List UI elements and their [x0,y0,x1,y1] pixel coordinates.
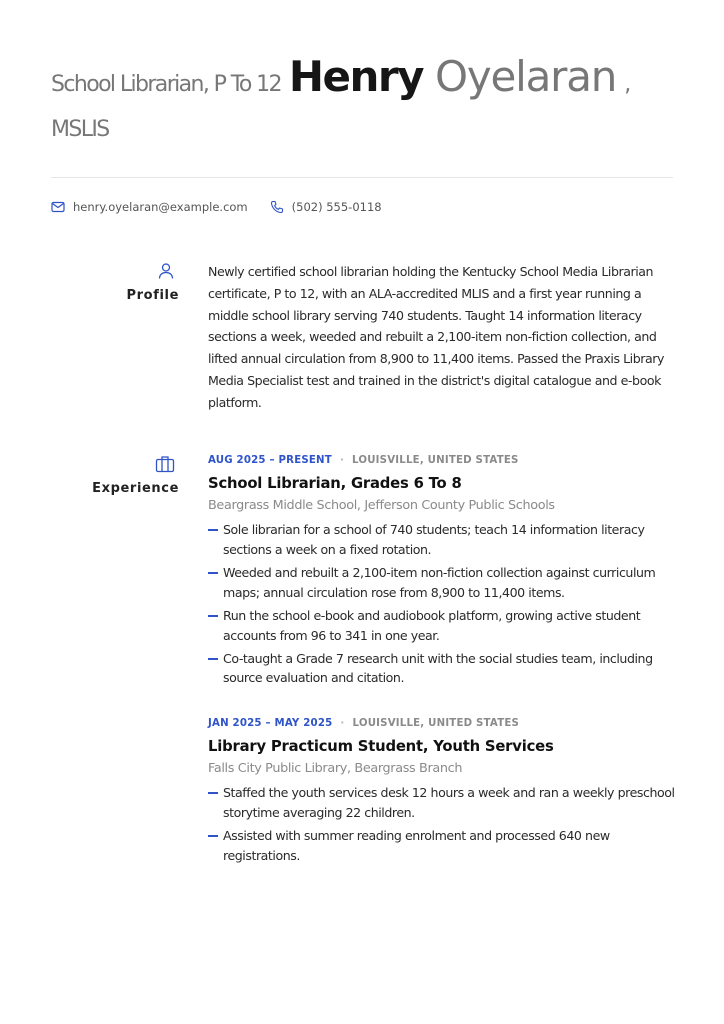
experience-entry [208,718,678,869]
profile-label: Profile [126,288,179,303]
resume-header [51,52,671,142]
job-title: School Librarian, P To 12 [51,72,281,97]
user-icon [157,262,175,280]
briefcase-icon [155,455,175,473]
contact-phone[interactable] [270,200,382,214]
bullet-dash [208,572,218,574]
bullet-text: Run the school e-book and audiobook platform, growing active student accounts from 96 to 341 in one year. [223,607,641,643]
email-text: henry.oyelaran@example.com [73,200,248,214]
name-comma: , [624,72,632,97]
job-organization: Beargrass Middle School, Jefferson County Public Schools [208,498,555,513]
name-suffix: MSLIS [51,117,109,142]
job-meta [208,455,678,466]
job-location: LOUISVILLE, UNITED STATES [352,718,520,729]
phone-text: (502) 555-0118 [291,200,382,214]
job-date: AUG 2025 – PRESENT [208,455,332,466]
bullet-item [208,783,678,823]
bullet-item [208,606,678,646]
bullet-text: Sole librarian for a school of 740 students; teach 14 information literacy sections a week on a fixed rotation. [223,522,645,557]
job-bullets [208,520,678,688]
contact-bar [51,200,404,214]
bullet-text: Weeded and rebuilt a 2,100-item non-fiction collection against curriculum maps; annual circulation rose from 8,900 to 11,400 items. [223,564,656,600]
experience-heading [51,455,179,496]
meta-separator: · [340,718,345,729]
bullet-item [208,563,678,603]
bullet-dash [208,792,218,794]
bullet-dash [208,835,218,837]
bullet-dash [208,658,218,660]
experience-entry [208,455,678,692]
job-date: JAN 2025 – MAY 2025 [208,718,333,729]
job-location: LOUISVILLE, UNITED STATES [352,455,519,466]
bullet-dash [208,615,218,617]
job-role: School Librarian, Grades 6 To 8 [208,475,462,492]
profile-heading [51,262,179,303]
bullet-text: Assisted with summer reading enrolment and processed 640 new registrations. [223,827,610,863]
first-name: Henry [288,52,424,101]
name-line [51,52,671,101]
meta-separator: · [339,455,345,466]
profile-summary: Newly certified school librarian holding the Kentucky School Media Librarian certificate, P to 12, with an ALA-accredited MLIS and a first year running a middle school library serving 740 students. Taught 14 information literacy sections a week, weeded and rebuilt a 2,100-item non-fiction collection, and lifted annual circulation from 8,900 to 11,400 items. Passed the Praxis Library Media Specialist test and trained in the district's digital catalogue and e-book platform. [208,264,665,410]
bullet-item [208,520,678,560]
phone-icon [270,200,284,214]
bullet-dash [208,529,218,531]
job-meta [208,718,678,729]
job-bullets [208,783,678,865]
mail-icon [51,201,65,213]
job-role: Library Practicum Student, Youth Services [208,738,554,755]
bullet-item [208,826,678,866]
bullet-item [208,649,678,689]
bullet-text: Co-taught a Grade 7 research unit with the social studies team, including source evaluation and citation. [223,650,653,686]
bullet-text: Staffed the youth services desk 12 hours a week and ran a weekly preschool storytime averaging 22 children. [223,785,675,820]
contact-email[interactable] [51,200,248,214]
header-divider [51,177,673,178]
experience-label: Experience [92,481,179,496]
job-organization: Falls City Public Library, Beargrass Branch [208,761,463,776]
last-name: Oyelaran [435,52,617,101]
